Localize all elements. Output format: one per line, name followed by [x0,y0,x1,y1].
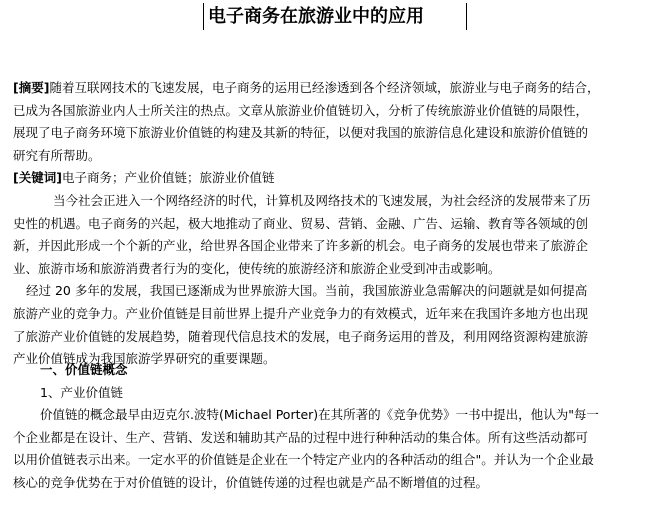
abstract-line-3: 展现了电子商务环境下旅游业价值链的构建及其新的特征，以便对我国的旅游信息化建设和旅游价值链的 [13,125,589,141]
section-1-heading: 一、价值链概念 [40,362,128,377]
keywords-label: [关键词] [13,170,62,186]
intro-p1-line-1: 当今社会正进入一个网络经济的时代，计算机及网络技术的飞速发展，为社会经济的发展带来了历 [53,192,591,208]
abstract-line-4: 研究有所帮助。 [13,147,101,163]
page-title: 电子商务在旅游业中的应用 [203,3,467,30]
abstract-line-1 [13,77,653,100]
abstract-line-2: 已成为各国旅游业内人士所关注的热点。文章从旅游业价值链切入，分析了传统旅游业价值链的局限性， [13,102,589,118]
section-1-line-3: 以用价值链表示出来。一定水平的价值链是企业在一个特定产业内的各种活动的组合"。并认为一个企业最 [13,452,594,468]
section-1-line-4: 核心的竞争优势在于对价值链的设计，价值链传递的过程也就是产品不断增值的过程。 [13,474,489,490]
intro-p2-line-2: 旅游产业的竞争力。产业价值链是目前世界上提升产业竞争力的有效模式，近年来在我国许多地方也出现 [13,305,589,321]
abstract-label: [摘要] [13,80,50,95]
intro-p1-line-3: 新，并因此形成一个个新的产业，给世界各国企业带来了许多新的机会。电子商务的发展也带来了旅游企 [13,238,589,254]
section-1 [13,359,653,495]
intro-p1-line-4: 业、旅游市场和旅游消费者行为的变化，使传统的旅游经济和旅游企业受到冲击或影响。 [13,260,501,276]
abstract-block [13,77,653,371]
section-1-line-2: 个企业都是在设计、生产、营销、发送和辅助其产品的过程中进行种种活动的集合体。所有这些活动都可 [13,429,589,445]
section-1-subheading: 1、产业价值链 [40,384,123,400]
keywords-text: 电子商务；产业价值链；旅游业价值链 [61,170,275,186]
intro-p2-line-3: 了旅游产业价值链的发展趋势，随着现代信息技术的发展，电子商务运用的普及，利用网络资源构建旅游 [13,328,589,344]
abstract-text: 随着互联网技术的飞速发展，电子商务的运用已经渗透到各个经济领域，旅游业与电子商务的结合， [49,80,600,95]
keywords-line [13,167,653,190]
section-1-line-1: 价值链的概念最早由迈克尔.波特(Michael Porter)在其所著的《竞争优势》一书中提出，他认为"每一 [40,407,599,423]
intro-p2-line-1: 经过 20 多年的发展，我国已逐渐成为世界旅游大国。当前，我国旅游业急需解决的问题就是如何提高 [26,283,588,299]
intro-p1-line-2: 史性的机遇。电子商务的兴起，极大地推动了商业、贸易、营销、金融、广告、运输、教育等各领域的创 [13,215,589,231]
intro-p2-line-4: 产业价值链成为我国旅游学界研究的重要课题。 [13,351,276,367]
